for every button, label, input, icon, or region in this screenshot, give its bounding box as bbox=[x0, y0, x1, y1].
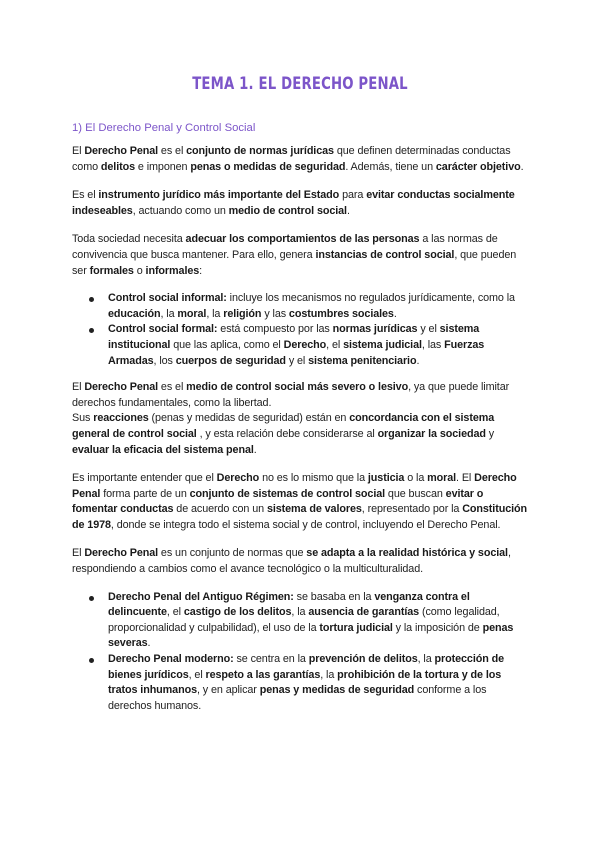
paragraph-severity: El Derecho Penal es el medio de control social más severo o lesivo, ya que puede limitar derechos fundamentales, como la libertad. Sus reacciones (penas y medidas de seguridad) están en concordancia con el sistema general de control social , y esta relación debe considerarse al organizar la sociedad y evaluar la eficacia del sistema penal. bbox=[72, 381, 510, 456]
list-item: Control social informal: incluye los mecanismos no regulados jurídicamente, como la educación, la moral, la religión y las costumbres sociales. bbox=[108, 291, 528, 322]
list-item: Control social formal: está compuesto por las normas jurídicas y el sistema institucional que las aplica, como el Derecho, el sistema judicial, las Fuerzas Armadas, los cuerpos de seguridad y el sistema penitenciario. bbox=[108, 322, 528, 369]
paragraph-law-vs-justice: Es importante entender que el Derecho no es lo mismo que la justicia o la moral. El Derecho Penal forma parte de un conjunto de sistemas de control social que buscan evitar o fomentar conductas de acuerdo con un sistema de valores, representado por la Constitución de 1978, donde se integra todo el sistema social y de control, incluyendo el Derecho Penal. bbox=[72, 472, 527, 531]
list-item: Derecho Penal moderno: se centra en la prevención de delitos, la protección de bienes jurídicos, el respeto a las garantías, la prohibición de la tortura y de los tratos inhumanos, y en aplicar penas y medidas de seguridad conforme a los derechos humanos. bbox=[108, 652, 528, 714]
bullet-dot-icon bbox=[89, 297, 94, 302]
document-title: TEMA 1. EL DERECHO PENAL bbox=[192, 74, 408, 94]
bullet-dot-icon bbox=[89, 328, 94, 333]
list-item: Derecho Penal del Antiguo Régimen: se basaba en la venganza contra el delincuente, el castigo de los delitos, la ausencia de garantías (como legalidad, proporcionalidad y culpabilidad), el uso de la tortura judicial y la imposición de penas severas. bbox=[108, 590, 528, 652]
bullet-dot-icon bbox=[89, 596, 94, 601]
bullet-list-control-types bbox=[72, 291, 528, 369]
paragraph-adaptation: El Derecho Penal es un conjunto de normas que se adapta a la realidad histórica y social, respondiendo a cambios como el avance tecnológico o la multiculturalidad. bbox=[72, 547, 511, 576]
bullet-dot-icon bbox=[89, 658, 94, 663]
paragraph-instrument: Es el instrumento jurídico más importante del Estado para evitar conductas socialmente indeseables, actuando como un medio de control social. bbox=[72, 189, 515, 217]
paragraph-social-control: Toda sociedad necesita adecuar los comportamientos de las personas a las normas de convivencia que busca mantener. Para ello, genera instancias de control social, que pueden ser formales o informales: bbox=[72, 233, 517, 277]
section-heading: 1) El Derecho Penal y Control Social bbox=[72, 122, 256, 134]
bullet-list-historical bbox=[72, 590, 528, 715]
paragraph-definition: El Derecho Penal es el conjunto de normas jurídicas que definen determinadas conductas como delitos e imponen penas o medidas de seguridad. Además, tiene un carácter objetivo. bbox=[72, 145, 524, 173]
